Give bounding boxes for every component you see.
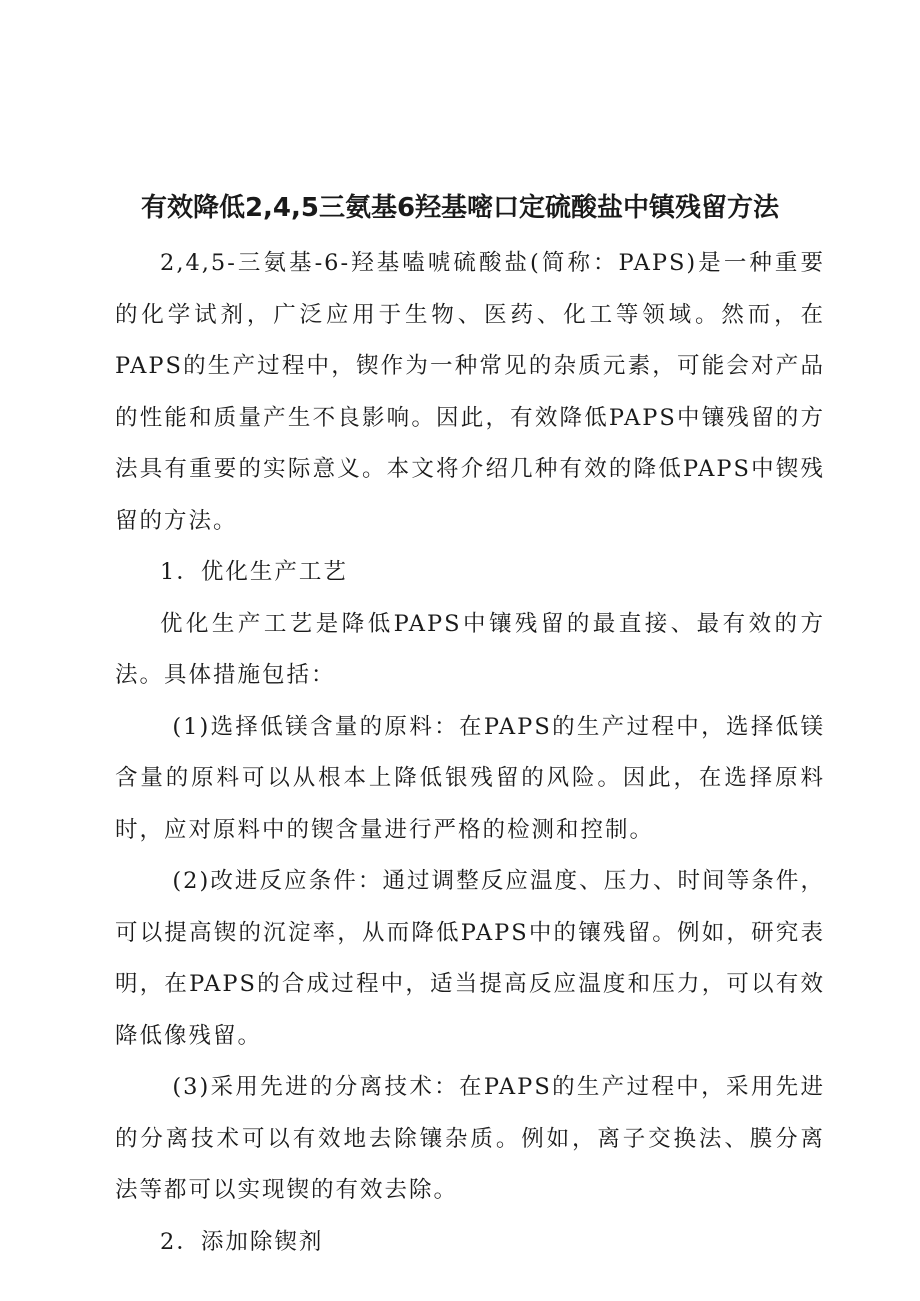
section-heading-2: 2．添加除锲剂: [160, 1228, 324, 1255]
section-1-paragraph: 优化生产工艺是降低PAPS中镶残留的最直接、最有效的方法。具体措施包括：: [115, 610, 825, 688]
intro-paragraph: 2,4,5-三氨基-6-羟基嗑唬硫酸盐(简称：PAPS)是一种重要的化学试剂，广泛应用于生物、医药、化工等领域。然而，在PAPS的生产过程中，锲作为一种常见的杂质元素，可能会对产品的性能和质量产生不良影响。因此，有效降低PAPS中镶残留的方法具有重要的实际意义。本文将介绍几种有效的降低PAPS中锲残留的方法。: [115, 250, 825, 534]
document-title: 有效降低2,4,5三氨基6羟基嘧口定硫酸盐中镇残留方法: [140, 193, 780, 223]
list-item-2: (2)改进反应条件：通过调整反应温度、压力、时间等条件，可以提高锲的沉淀率，从而降低PAPS中的镶残留。例如，研究表明，在PAPS的合成过程中，适当提高反应温度和压力，可以有效降低像残留。: [115, 868, 825, 1049]
list-item-1: (1)选择低镁含量的原料：在PAPS的生产过程中，选择低镁含量的原料可以从根本上降低银残留的风险。因此，在选择原料时，应对原料中的锲含量进行严格的检测和控制。: [115, 713, 825, 843]
document-body: [115, 238, 825, 1268]
section-heading-1: 1．优化生产工艺: [160, 559, 348, 585]
list-item-3: (3)采用先进的分离技术：在PAPS的生产过程中，采用先进的分离技术可以有效地去除镶杂质。例如，离子交换法、膜分离法等都可以实现锲的有效去除。: [115, 1074, 825, 1203]
